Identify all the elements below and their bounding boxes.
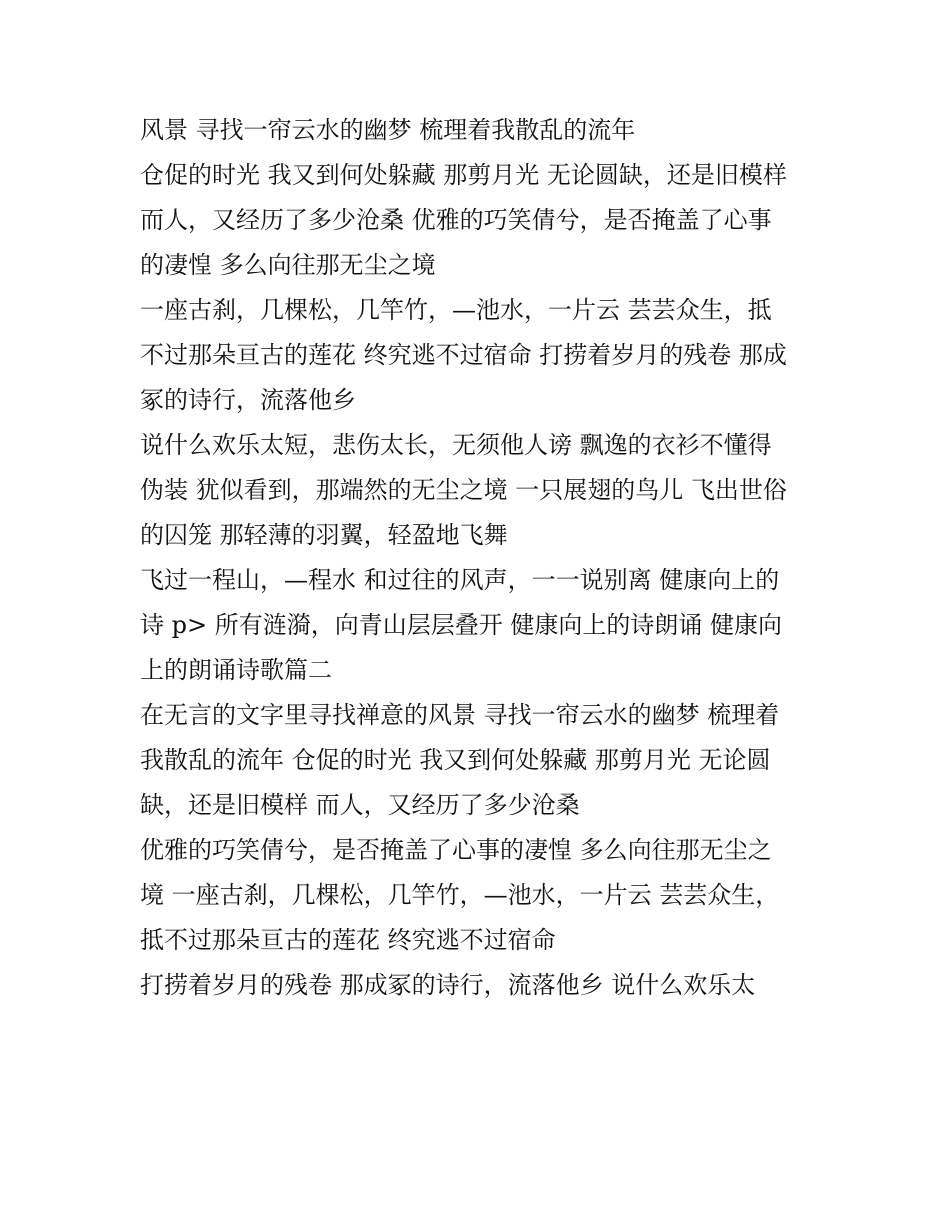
text-line: 打捞着岁月的残卷 那成冢的诗行，流落他乡 说什么欢乐太 [140, 971, 756, 999]
text-line: 我散乱的流年 仓促的时光 我又到何处躲藏 那剪月光 无论圆 [140, 746, 771, 774]
text-line: 抵不过那朵亘古的莲花 终究逃不过宿命 [140, 926, 556, 954]
paragraph [140, 828, 820, 963]
text-line: 一座古刹，几棵松，几竿竹，—池水，一片云 芸芸众生，抵 [140, 296, 772, 324]
paragraph [140, 693, 820, 828]
paragraph [140, 153, 820, 288]
text-line: 优雅的巧笑倩兮，是否掩盖了心事的凄惶 多么向往那无尘之 [140, 836, 772, 864]
text-line: 缺，还是旧模样 而人，又经历了多少沧桑 [140, 791, 580, 819]
text-line: 的凄惶 多么向往那无尘之境 [140, 251, 436, 279]
text-line: 境 一座古刹，几棵松，几竿竹，—池水，一片云 芸芸众生， [140, 881, 780, 909]
paragraph [140, 963, 820, 1008]
text-line: 而人，又经历了多少沧桑 优雅的巧笑倩兮，是否掩盖了心事 [140, 206, 772, 234]
text-line: 上的朗诵诗歌篇二 [140, 656, 332, 684]
text-line: 诗 p> 所有涟漪，向青山层层叠开 健康向上的诗朗诵 健康向 [140, 611, 782, 639]
text-line: 说什么欢乐太短，悲伤太长，无须他人谤 飘逸的衣衫不懂得 [140, 431, 772, 459]
text-line: 伪装 犹似看到，那端然的无尘之境 一只展翅的鸟儿 飞出世俗 [140, 476, 787, 504]
text-line: 不过那朵亘古的莲花 终究逃不过宿命 打捞着岁月的残卷 那成 [140, 341, 787, 369]
text-line: 在无言的文字里寻找禅意的风景 寻找一帘云水的幽梦 梳理着 [140, 701, 780, 729]
document-body [140, 108, 820, 1008]
paragraph [140, 558, 820, 693]
text-line: 风景 寻找一帘云水的幽梦 梳理着我散乱的流年 [140, 116, 636, 144]
text-line: 冢的诗行，流落他乡 [140, 386, 356, 414]
paragraph [140, 423, 820, 558]
text-line: 飞过一程山，—程水 和过往的风声，一一说别离 健康向上的 [140, 566, 780, 594]
text-line: 仓促的时光 我又到何处躲藏 那剪月光 无论圆缺，还是旧模样 [140, 161, 787, 189]
paragraph [140, 108, 820, 153]
text-line: 的囚笼 那轻薄的羽翼，轻盈地飞舞 [140, 521, 508, 549]
paragraph [140, 288, 820, 423]
